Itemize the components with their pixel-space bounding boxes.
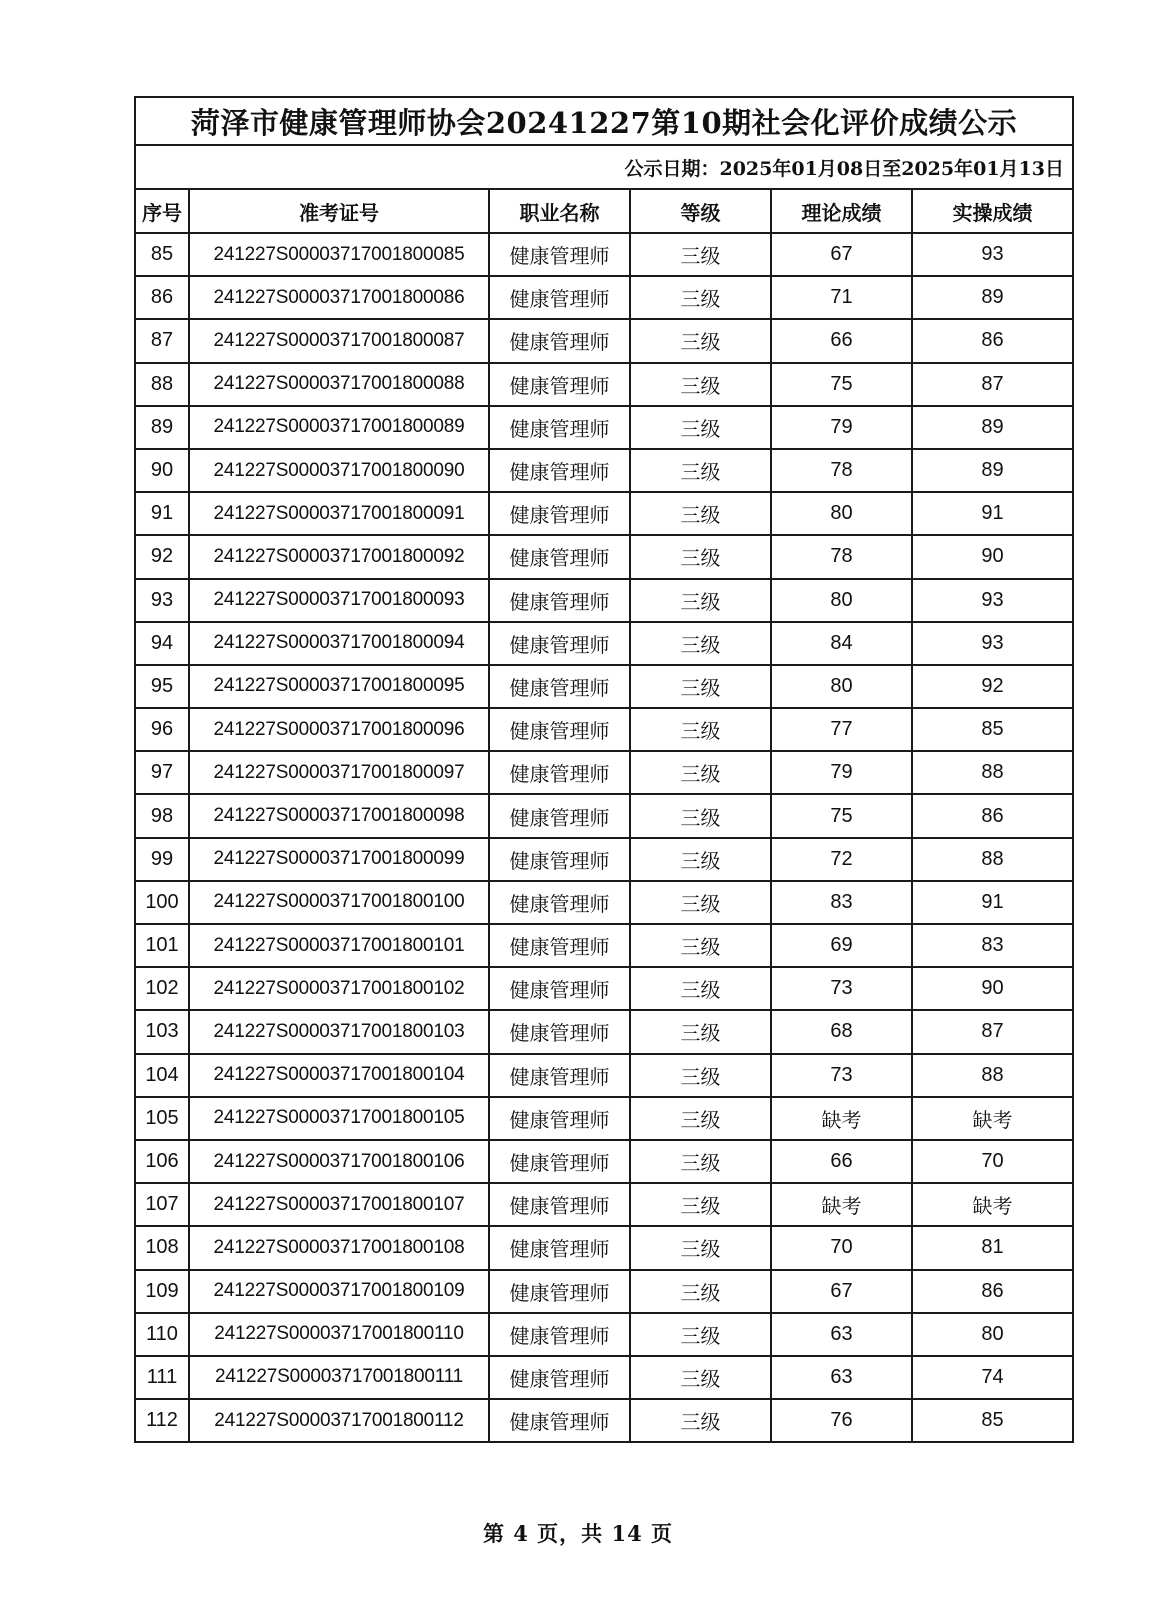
table-row <box>136 1270 1072 1313</box>
cell-index: 109 <box>136 1270 189 1313</box>
cell-ticket-number: 241227S00003717001800100 <box>189 881 489 924</box>
table-row <box>136 1226 1072 1269</box>
score-sheet <box>134 96 1074 1443</box>
cell-ticket-number: 241227S00003717001800112 <box>189 1399 489 1441</box>
cell-level: 三级 <box>630 1097 771 1140</box>
cell-occupation: 健康管理师 <box>489 1183 630 1226</box>
cell-practical-score: 70 <box>912 1140 1072 1183</box>
cell-practical-score: 85 <box>912 1399 1072 1441</box>
cell-theory-score: 63 <box>771 1313 912 1356</box>
cell-index: 98 <box>136 794 189 837</box>
cell-practical-score: 89 <box>912 276 1072 319</box>
table-row <box>136 319 1072 362</box>
cell-ticket-number: 241227S00003717001800101 <box>189 924 489 967</box>
cell-occupation: 健康管理师 <box>489 924 630 967</box>
table-row <box>136 1010 1072 1053</box>
cell-ticket-number: 241227S00003717001800105 <box>189 1097 489 1140</box>
cell-level: 三级 <box>630 622 771 665</box>
cell-theory-score: 67 <box>771 1270 912 1313</box>
cell-level: 三级 <box>630 535 771 578</box>
cell-level: 三级 <box>630 1054 771 1097</box>
cell-level: 三级 <box>630 233 771 276</box>
cell-ticket-number: 241227S00003717001800109 <box>189 1270 489 1313</box>
cell-practical-score: 87 <box>912 1010 1072 1053</box>
table-row <box>136 1399 1072 1441</box>
table-row <box>136 1183 1072 1226</box>
cell-level: 三级 <box>630 1226 771 1269</box>
cell-level: 三级 <box>630 1270 771 1313</box>
cell-ticket-number: 241227S00003717001800087 <box>189 319 489 362</box>
cell-index: 112 <box>136 1399 189 1441</box>
cell-theory-score: 73 <box>771 1054 912 1097</box>
table-body <box>136 233 1072 1441</box>
cell-theory-score: 73 <box>771 967 912 1010</box>
cell-practical-score: 90 <box>912 535 1072 578</box>
header-occupation: 职业名称 <box>489 190 630 233</box>
cell-ticket-number: 241227S00003717001800099 <box>189 838 489 881</box>
table-row <box>136 751 1072 794</box>
cell-practical-score: 86 <box>912 319 1072 362</box>
cell-ticket-number: 241227S00003717001800096 <box>189 708 489 751</box>
cell-level: 三级 <box>630 881 771 924</box>
cell-ticket-number: 241227S00003717001800085 <box>189 233 489 276</box>
table-row <box>136 838 1072 881</box>
cell-theory-score: 63 <box>771 1356 912 1399</box>
cell-practical-score: 83 <box>912 924 1072 967</box>
cell-practical-score: 92 <box>912 665 1072 708</box>
cell-ticket-number: 241227S00003717001800108 <box>189 1226 489 1269</box>
header-index: 序号 <box>136 190 189 233</box>
cell-index: 90 <box>136 449 189 492</box>
table-row <box>136 449 1072 492</box>
table-row <box>136 1054 1072 1097</box>
cell-occupation: 健康管理师 <box>489 1226 630 1269</box>
cell-theory-score: 76 <box>771 1399 912 1441</box>
cell-level: 三级 <box>630 492 771 535</box>
cell-occupation: 健康管理师 <box>489 1313 630 1356</box>
cell-ticket-number: 241227S00003717001800091 <box>189 492 489 535</box>
cell-level: 三级 <box>630 1010 771 1053</box>
cell-occupation: 健康管理师 <box>489 449 630 492</box>
cell-practical-score: 88 <box>912 838 1072 881</box>
cell-level: 三级 <box>630 838 771 881</box>
cell-occupation: 健康管理师 <box>489 233 630 276</box>
cell-index: 91 <box>136 492 189 535</box>
table-row <box>136 535 1072 578</box>
cell-level: 三级 <box>630 276 771 319</box>
cell-index: 106 <box>136 1140 189 1183</box>
cell-level: 三级 <box>630 751 771 794</box>
cell-index: 102 <box>136 967 189 1010</box>
cell-ticket-number: 241227S00003717001800093 <box>189 579 489 622</box>
cell-occupation: 健康管理师 <box>489 1097 630 1140</box>
cell-practical-score: 80 <box>912 1313 1072 1356</box>
cell-practical-score: 88 <box>912 751 1072 794</box>
cell-occupation: 健康管理师 <box>489 665 630 708</box>
cell-practical-score: 91 <box>912 492 1072 535</box>
cell-practical-score: 87 <box>912 363 1072 406</box>
cell-occupation: 健康管理师 <box>489 751 630 794</box>
table-row <box>136 406 1072 449</box>
cell-theory-score: 缺考 <box>771 1097 912 1140</box>
header-ticket-number: 准考证号 <box>189 190 489 233</box>
cell-level: 三级 <box>630 1313 771 1356</box>
cell-occupation: 健康管理师 <box>489 838 630 881</box>
cell-ticket-number: 241227S00003717001800095 <box>189 665 489 708</box>
cell-theory-score: 69 <box>771 924 912 967</box>
cell-index: 100 <box>136 881 189 924</box>
cell-ticket-number: 241227S00003717001800088 <box>189 363 489 406</box>
cell-occupation: 健康管理师 <box>489 708 630 751</box>
cell-practical-score: 89 <box>912 449 1072 492</box>
cell-level: 三级 <box>630 924 771 967</box>
cell-theory-score: 84 <box>771 622 912 665</box>
cell-practical-score: 86 <box>912 1270 1072 1313</box>
table-row <box>136 233 1072 276</box>
cell-practical-score: 93 <box>912 622 1072 665</box>
cell-theory-score: 66 <box>771 1140 912 1183</box>
cell-index: 99 <box>136 838 189 881</box>
publish-date: 公示日期：2025年01月08日至2025年01月13日 <box>136 146 1072 190</box>
cell-ticket-number: 241227S00003717001800089 <box>189 406 489 449</box>
cell-level: 三级 <box>630 967 771 1010</box>
cell-ticket-number: 241227S00003717001800097 <box>189 751 489 794</box>
cell-theory-score: 66 <box>771 319 912 362</box>
cell-level: 三级 <box>630 363 771 406</box>
cell-occupation: 健康管理师 <box>489 1356 630 1399</box>
cell-level: 三级 <box>630 1183 771 1226</box>
table-row <box>136 1097 1072 1140</box>
cell-level: 三级 <box>630 406 771 449</box>
page-indicator: 第 4 页，共 14 页 <box>482 1521 674 1546</box>
table-row <box>136 924 1072 967</box>
table-header-row <box>136 190 1072 233</box>
cell-practical-score: 86 <box>912 794 1072 837</box>
cell-index: 110 <box>136 1313 189 1356</box>
cell-occupation: 健康管理师 <box>489 406 630 449</box>
cell-occupation: 健康管理师 <box>489 276 630 319</box>
cell-occupation: 健康管理师 <box>489 1140 630 1183</box>
score-table <box>136 190 1072 1441</box>
table-row <box>136 492 1072 535</box>
cell-theory-score: 83 <box>771 881 912 924</box>
cell-theory-score: 79 <box>771 751 912 794</box>
table-row <box>136 665 1072 708</box>
cell-index: 105 <box>136 1097 189 1140</box>
cell-ticket-number: 241227S00003717001800103 <box>189 1010 489 1053</box>
cell-ticket-number: 241227S00003717001800098 <box>189 794 489 837</box>
cell-practical-score: 85 <box>912 708 1072 751</box>
cell-theory-score: 75 <box>771 363 912 406</box>
cell-practical-score: 91 <box>912 881 1072 924</box>
cell-index: 111 <box>136 1356 189 1399</box>
table-row <box>136 363 1072 406</box>
cell-practical-score: 缺考 <box>912 1183 1072 1226</box>
cell-occupation: 健康管理师 <box>489 622 630 665</box>
cell-occupation: 健康管理师 <box>489 1270 630 1313</box>
cell-index: 86 <box>136 276 189 319</box>
table-row <box>136 881 1072 924</box>
cell-index: 108 <box>136 1226 189 1269</box>
cell-index: 93 <box>136 579 189 622</box>
cell-level: 三级 <box>630 579 771 622</box>
cell-theory-score: 72 <box>771 838 912 881</box>
cell-theory-score: 80 <box>771 492 912 535</box>
header-practical-score: 实操成绩 <box>912 190 1072 233</box>
cell-practical-score: 93 <box>912 579 1072 622</box>
table-row <box>136 1356 1072 1399</box>
cell-index: 97 <box>136 751 189 794</box>
cell-occupation: 健康管理师 <box>489 1399 630 1441</box>
cell-theory-score: 75 <box>771 794 912 837</box>
cell-theory-score: 77 <box>771 708 912 751</box>
document-title: 菏泽市健康管理师协会20241227第10期社会化评价成绩公示 <box>136 98 1072 146</box>
cell-occupation: 健康管理师 <box>489 794 630 837</box>
table-row <box>136 579 1072 622</box>
cell-index: 94 <box>136 622 189 665</box>
cell-theory-score: 80 <box>771 579 912 622</box>
cell-level: 三级 <box>630 1140 771 1183</box>
cell-level: 三级 <box>630 708 771 751</box>
cell-index: 101 <box>136 924 189 967</box>
cell-level: 三级 <box>630 449 771 492</box>
cell-ticket-number: 241227S00003717001800110 <box>189 1313 489 1356</box>
cell-level: 三级 <box>630 1356 771 1399</box>
cell-level: 三级 <box>630 794 771 837</box>
cell-occupation: 健康管理师 <box>489 492 630 535</box>
table-row <box>136 967 1072 1010</box>
cell-level: 三级 <box>630 665 771 708</box>
header-theory-score: 理论成绩 <box>771 190 912 233</box>
cell-practical-score: 89 <box>912 406 1072 449</box>
cell-occupation: 健康管理师 <box>489 1054 630 1097</box>
cell-practical-score: 缺考 <box>912 1097 1072 1140</box>
cell-ticket-number: 241227S00003717001800106 <box>189 1140 489 1183</box>
cell-index: 96 <box>136 708 189 751</box>
table-row <box>136 1140 1072 1183</box>
cell-theory-score: 70 <box>771 1226 912 1269</box>
table-row <box>136 622 1072 665</box>
cell-occupation: 健康管理师 <box>489 319 630 362</box>
cell-practical-score: 88 <box>912 1054 1072 1097</box>
cell-index: 85 <box>136 233 189 276</box>
table-row <box>136 794 1072 837</box>
cell-practical-score: 81 <box>912 1226 1072 1269</box>
cell-index: 104 <box>136 1054 189 1097</box>
cell-index: 107 <box>136 1183 189 1226</box>
cell-level: 三级 <box>630 1399 771 1441</box>
cell-ticket-number: 241227S00003717001800107 <box>189 1183 489 1226</box>
table-row <box>136 276 1072 319</box>
header-level: 等级 <box>630 190 771 233</box>
cell-theory-score: 68 <box>771 1010 912 1053</box>
cell-theory-score: 缺考 <box>771 1183 912 1226</box>
cell-theory-score: 78 <box>771 535 912 578</box>
cell-theory-score: 79 <box>771 406 912 449</box>
table-row <box>136 708 1072 751</box>
cell-theory-score: 80 <box>771 665 912 708</box>
cell-theory-score: 78 <box>771 449 912 492</box>
cell-occupation: 健康管理师 <box>489 535 630 578</box>
cell-index: 92 <box>136 535 189 578</box>
cell-ticket-number: 241227S00003717001800102 <box>189 967 489 1010</box>
cell-index: 103 <box>136 1010 189 1053</box>
cell-ticket-number: 241227S00003717001800092 <box>189 535 489 578</box>
cell-occupation: 健康管理师 <box>489 967 630 1010</box>
cell-practical-score: 93 <box>912 233 1072 276</box>
cell-occupation: 健康管理师 <box>489 363 630 406</box>
cell-level: 三级 <box>630 319 771 362</box>
cell-practical-score: 74 <box>912 1356 1072 1399</box>
cell-ticket-number: 241227S00003717001800086 <box>189 276 489 319</box>
cell-ticket-number: 241227S00003717001800111 <box>189 1356 489 1399</box>
cell-ticket-number: 241227S00003717001800094 <box>189 622 489 665</box>
cell-index: 87 <box>136 319 189 362</box>
cell-index: 88 <box>136 363 189 406</box>
cell-ticket-number: 241227S00003717001800090 <box>189 449 489 492</box>
cell-theory-score: 67 <box>771 233 912 276</box>
cell-ticket-number: 241227S00003717001800104 <box>189 1054 489 1097</box>
cell-occupation: 健康管理师 <box>489 1010 630 1053</box>
cell-occupation: 健康管理师 <box>489 881 630 924</box>
cell-theory-score: 71 <box>771 276 912 319</box>
table-row <box>136 1313 1072 1356</box>
cell-practical-score: 90 <box>912 967 1072 1010</box>
cell-index: 89 <box>136 406 189 449</box>
cell-index: 95 <box>136 665 189 708</box>
cell-occupation: 健康管理师 <box>489 579 630 622</box>
